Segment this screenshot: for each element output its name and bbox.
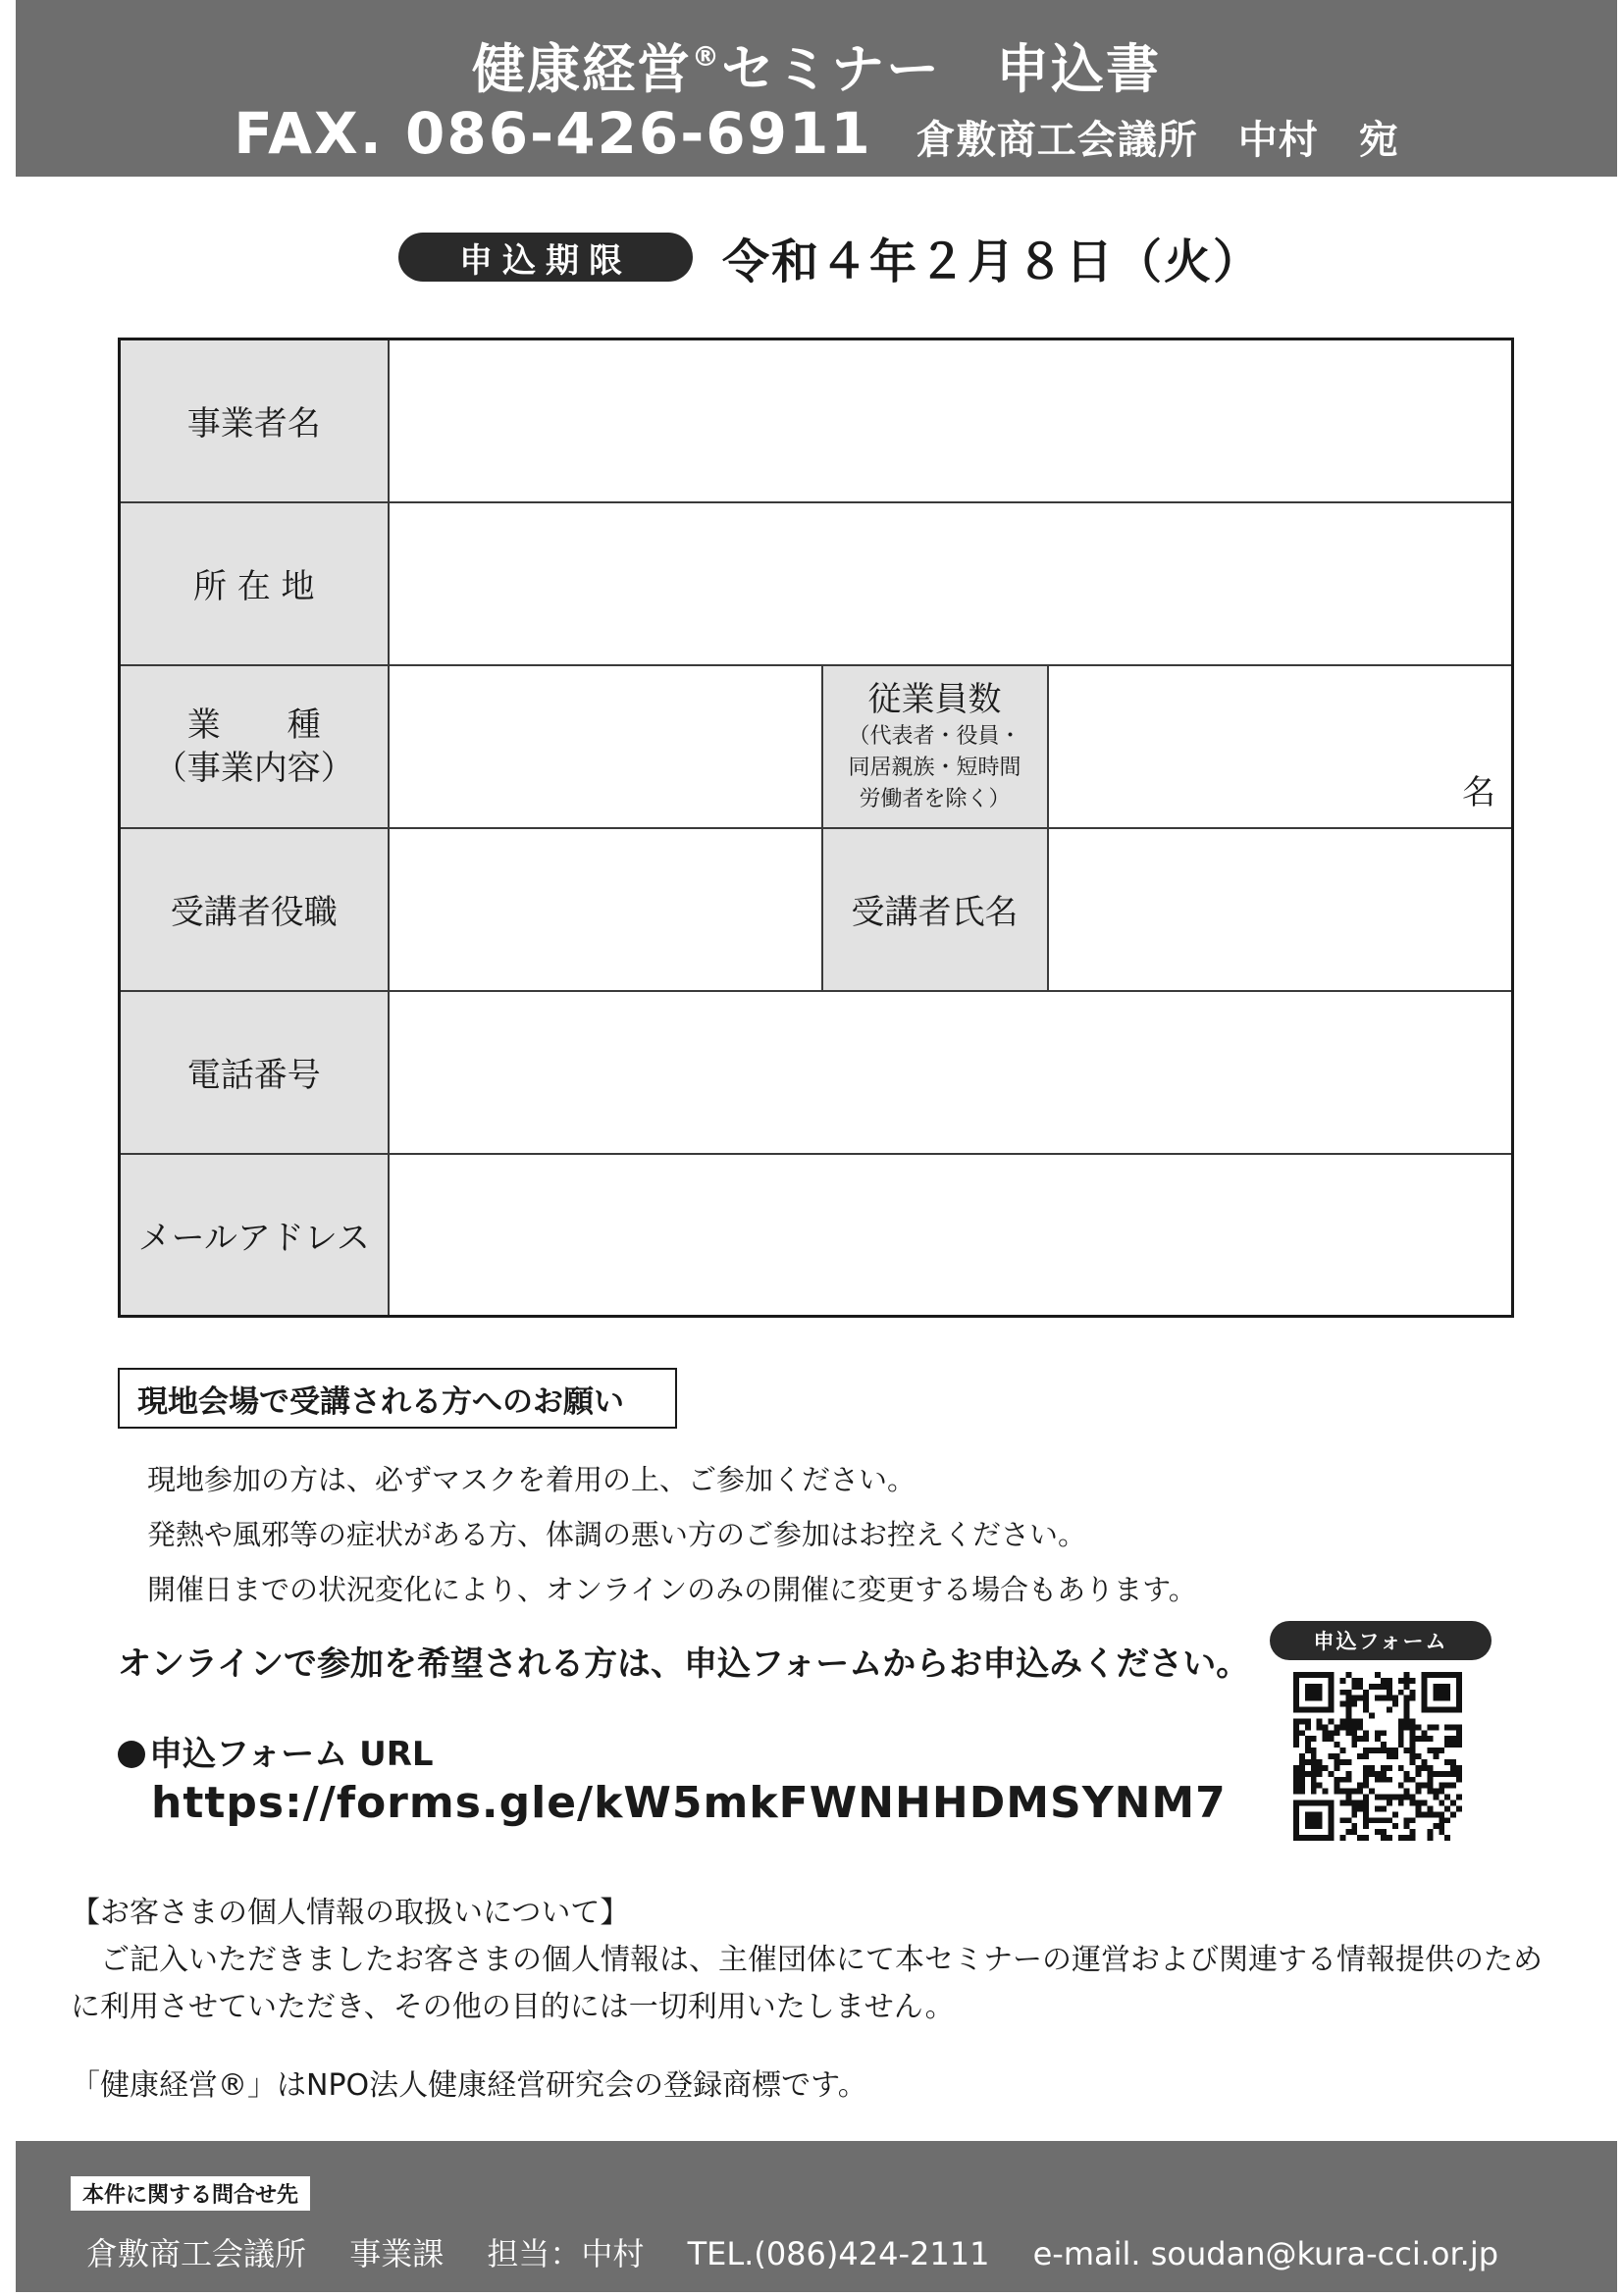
industry-field[interactable] <box>389 665 822 828</box>
name-label: 受講者氏名 <box>822 828 1048 991</box>
phone-label: 電話番号 <box>120 991 389 1154</box>
qr-code-icon[interactable] <box>1293 1672 1462 1841</box>
deadline-date: 令和４年２月８日（火） <box>722 234 1263 289</box>
form-row-company <box>120 339 1513 502</box>
email-field[interactable] <box>389 1154 1513 1317</box>
trademark-note: 「健康経営®」はNPO法人健康経営研究会の登録商標です。 <box>71 2068 867 2103</box>
contact-tag: 本件に関する問合せ先 <box>71 2176 310 2211</box>
contact-email[interactable]: e-mail. soudan@kura-cci.or.jp <box>1032 2235 1499 2272</box>
online-participation-text: オンラインで参加を希望される方は、申込フォームからお申込みください。 <box>118 1644 1250 1684</box>
notice-title: 現地会場で受講される方へのお願い <box>118 1368 677 1429</box>
address-label: 所 在 地 <box>120 502 389 665</box>
privacy-title: 【お客さまの個人情報の取扱いについて】 <box>71 1896 630 1930</box>
form-row-email <box>120 1154 1513 1317</box>
footer-banner <box>16 2141 1617 2292</box>
email-label: メールアドレス <box>120 1154 389 1317</box>
form-url-link[interactable]: https://forms.gle/kW5mkFWNHHDMSYNM7 <box>151 1778 1227 1828</box>
industry-label <box>120 665 389 828</box>
notice-item: 開催日までの状況変化により、オンラインのみの開催に変更する場合もあります。 <box>147 1573 1197 1606</box>
position-label: 受講者役職 <box>120 828 389 991</box>
form-row-attendee <box>120 828 1513 991</box>
contact-dept: 事業課 <box>349 2235 445 2272</box>
employees-note-1: （代表者・役員・ <box>848 723 1021 749</box>
address-field[interactable] <box>389 502 1513 665</box>
contact-person: 担当：中村 <box>487 2235 645 2272</box>
notice-list <box>147 1452 1197 1617</box>
form-title: 健康経営®セミナー 申込書 <box>472 38 1161 100</box>
notice-item: 発熱や風邪等の症状がある方、体調の悪い方のご参加はお控えください。 <box>147 1518 1087 1551</box>
position-field[interactable] <box>389 828 822 991</box>
employees-label-main: 従業員数 <box>867 679 1002 719</box>
fax-line <box>16 100 1617 167</box>
employees-note-3: 労働者を除く） <box>859 786 1011 811</box>
fax-destination: 倉敷商工会議所 中村 宛 <box>916 118 1399 163</box>
name-field[interactable] <box>1048 828 1513 991</box>
industry-label-line2: （事業内容） <box>153 748 354 788</box>
employees-field[interactable] <box>1048 665 1513 828</box>
company-field[interactable] <box>389 339 1513 502</box>
qr-label: 申込フォーム <box>1270 1621 1492 1660</box>
form-row-address <box>120 502 1513 665</box>
form-url-label: 申込フォーム URL <box>118 1727 434 1775</box>
privacy-section <box>71 1890 1562 2031</box>
form-row-phone <box>120 991 1513 1154</box>
header-banner <box>16 0 1617 177</box>
form-row-industry <box>120 665 1513 828</box>
phone-field[interactable] <box>389 991 1513 1154</box>
bullet-icon <box>118 1741 145 1768</box>
privacy-body: ご記入いただきましたお客さまの個人情報は、主催団体にて本セミナーの運営および関連する情報提供のために利用させていただき、その他の目的には一切利用いたしません。 <box>71 1943 1543 2024</box>
fax-number: FAX. 086-426-6911 <box>234 100 872 167</box>
application-form-table <box>118 338 1514 1318</box>
employees-label <box>822 665 1048 828</box>
employees-unit: 名 <box>1462 772 1496 812</box>
industry-label-line1: 業 種 <box>186 704 321 745</box>
contact-line <box>86 2229 1532 2274</box>
company-label: 事業者名 <box>120 339 389 502</box>
deadline-label: 申込期限 <box>398 233 693 282</box>
deadline <box>398 230 1263 289</box>
contact-tel[interactable]: TEL.(086)424-2111 <box>687 2235 990 2272</box>
notice-item: 現地参加の方は、必ずマスクを着用の上、ご参加ください。 <box>147 1463 916 1496</box>
contact-org: 倉敷商工会議所 <box>86 2235 307 2272</box>
employees-note-2: 同居親族・短時間 <box>848 755 1021 780</box>
